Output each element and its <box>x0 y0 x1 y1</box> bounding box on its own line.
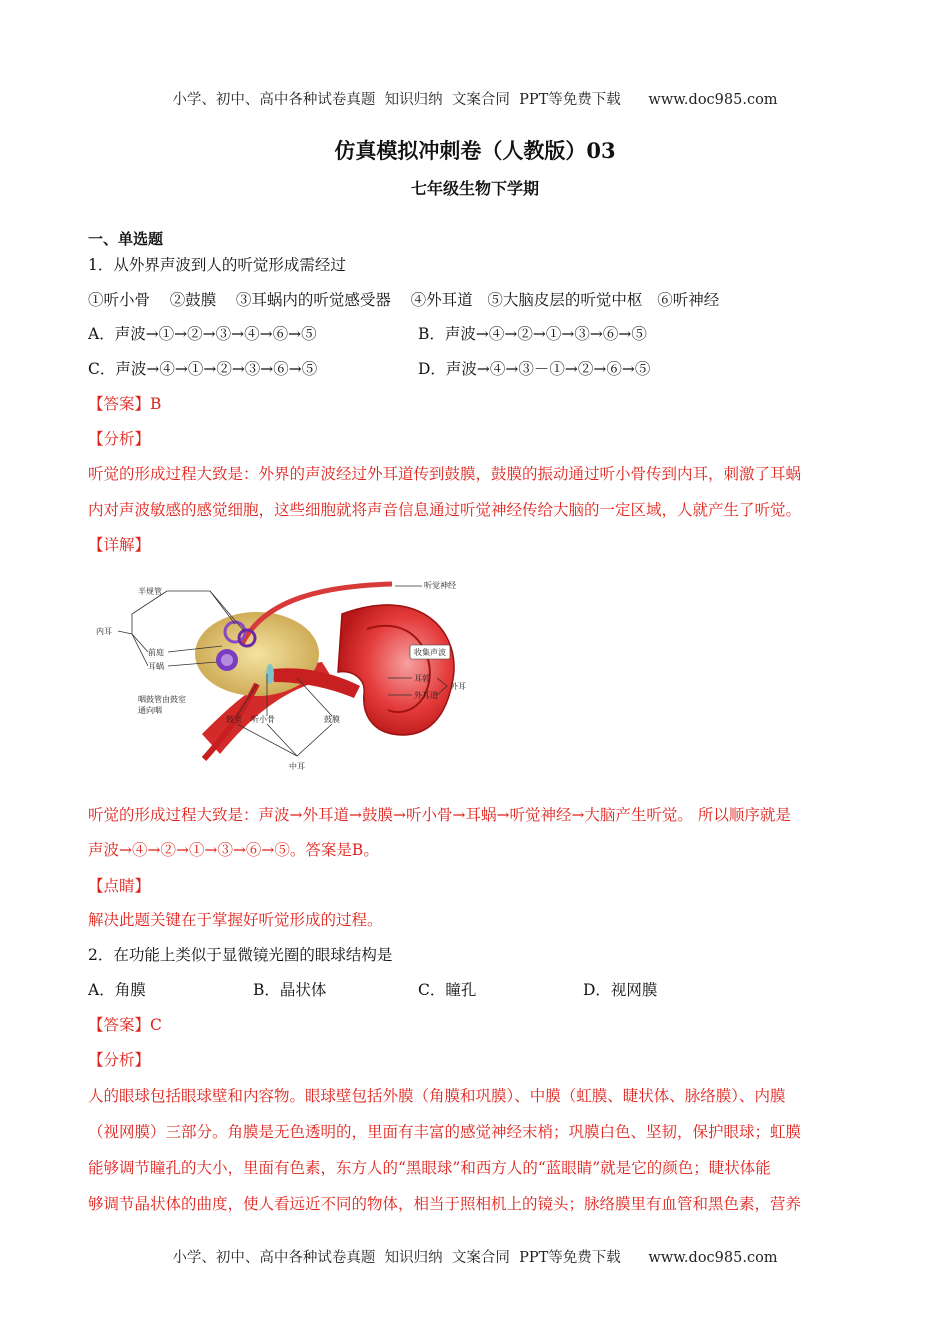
q1-analysis-line2: 内对声波敏感的感觉细胞，这些细胞就将声音信息通过听觉神经传给大脑的一定区域，人就产生了听觉。 <box>88 501 802 519</box>
q1-comment-label: 【点睛】 <box>88 877 151 895</box>
label-middle-ear: 中耳 <box>289 762 305 771</box>
q2-analysis-line4: 够调节晶状体的曲度，使人看远近不同的物体，相当于照相机上的镜头；脉络膜里有血管和黑色素，营养 <box>88 1195 802 1213</box>
section-heading: 一、单选题 <box>88 230 164 248</box>
q2-analysis-line2: （视网膜）三部分。角膜是无色透明的，里面有丰富的感觉神经末梢；巩膜白色、坚韧，保护眼球；虹膜 <box>88 1123 802 1141</box>
q2-option-a: A．角膜 <box>88 981 146 999</box>
q2-analysis-label: 【分析】 <box>88 1051 151 1069</box>
label-eustachian-1: 咽鼓管由鼓室 <box>138 695 186 704</box>
auricle-shape <box>338 605 454 735</box>
label-auditory-nerve: 听觉神经 <box>424 581 456 590</box>
q2-option-b: B．晶状体 <box>253 981 327 999</box>
label-ossicles: 听小骨 <box>251 715 275 724</box>
q1-detail-label: 【详解】 <box>88 536 151 554</box>
cochlea-inner <box>221 654 233 666</box>
q2-answer: 【答案】C <box>88 1016 162 1034</box>
page-title: 仿真模拟冲刺卷（人教版）03 <box>334 138 616 163</box>
q1-analysis-label: 【分析】 <box>88 430 151 448</box>
label-eustachian-2: 通向咽 <box>138 706 162 715</box>
label-cochlea: 耳蜗 <box>148 662 164 671</box>
page-footer: 小学、初中、高中各种试卷真题 知识归纳 文案合同 PPT等免费下载 www.doc985.com <box>172 1250 778 1266</box>
q1-option-b: B．声波→④→②→①→③→⑥→⑤ <box>418 325 647 343</box>
q2-analysis-line3: 能够调节瞳孔的大小，里面有色素，东方人的“黑眼球”和西方人的“蓝眼睛”就是它的颜色；睫状体能 <box>88 1159 771 1177</box>
page-subtitle: 七年级生物下学期 <box>410 179 539 198</box>
q1-detail-line2: 声波→④→②→①→③→⑥→⑤。答案是B。 <box>88 841 379 859</box>
q1-analysis-line1: 听觉的形成过程大致是：外界的声波经过外耳道传到鼓膜，鼓膜的振动通过听小骨传到内耳，刺激了耳蜗 <box>88 465 802 483</box>
q1-answer: 【答案】B <box>88 395 162 413</box>
q1-option-c: C．声波→④→①→②→③→⑥→⑤ <box>88 360 318 378</box>
q1-option-a: A．声波→①→②→③→④→⑥→⑤ <box>88 325 317 343</box>
q1-detail-line1: 听觉的形成过程大致是：声波→外耳道→鼓膜→听小骨→耳蜗→听觉神经→大脑产生听觉。 所以顺序就是 <box>88 806 791 824</box>
label-collect-sound: 收集声波 <box>414 648 446 657</box>
q1-comment: 解决此题关键在于掌握好听觉形成的过程。 <box>88 911 383 929</box>
label-vestibule: 前庭 <box>148 648 164 657</box>
q1-stem: 1．从外界声波到人的听觉形成需经过 <box>88 256 346 274</box>
label-inner-ear: 内耳 <box>96 627 112 636</box>
q2-option-c: C．瞳孔 <box>418 981 477 999</box>
label-semicircular-canal: 半规管 <box>138 587 162 596</box>
ear-structure-figure <box>92 574 472 774</box>
q2-stem: 2．在功能上类似于显微镜光圈的眼球结构是 <box>88 946 393 964</box>
label-ear-canal: 外耳道 <box>414 691 438 700</box>
q1-items: ①听小骨 ②鼓膜 ③耳蜗内的听觉感受器 ④外耳道 ⑤大脑皮层的听觉中枢 ⑥听神经 <box>88 291 720 309</box>
q1-option-d: D．声波→④→③－①→②→⑥→⑤ <box>418 360 651 378</box>
label-auricle: 耳郭 <box>414 674 430 683</box>
q2-option-d: D．视网膜 <box>583 981 658 999</box>
label-eardrum: 鼓膜 <box>324 715 340 724</box>
q2-analysis-line1: 人的眼球包括眼球壁和内容物。眼球壁包括外膜（角膜和巩膜）、中膜（虹膜、睫状体、脉络膜）、内膜 <box>88 1087 786 1105</box>
label-outer-ear: 外耳 <box>450 682 466 691</box>
page-header: 小学、初中、高中各种试卷真题 知识归纳 文案合同 PPT等免费下载 www.doc985.com <box>172 92 778 108</box>
label-tympanic-cavity: 鼓室 <box>226 715 242 724</box>
